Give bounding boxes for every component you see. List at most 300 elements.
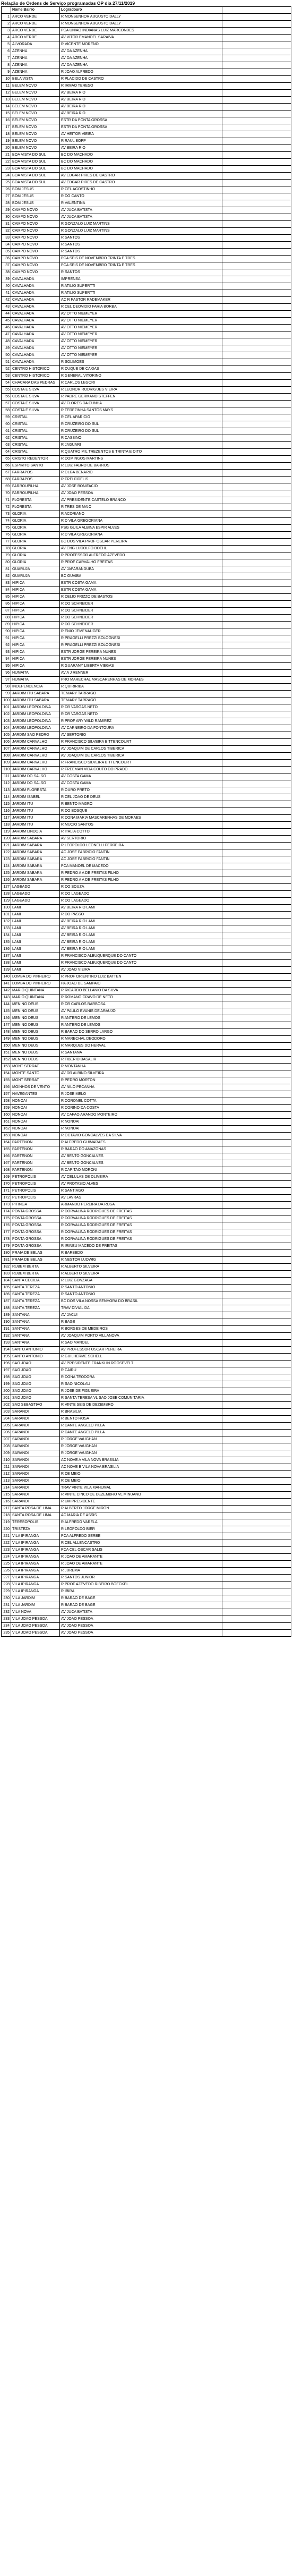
row-number (222, 1312, 291, 1319)
row-street: R ALBERTO SILVEIRA (60, 1264, 222, 1271)
row-street: TRAV VINTE VILA MAHUMAL (60, 1485, 222, 1492)
row-number (222, 1526, 291, 1533)
row-index: 221 (2, 1533, 11, 1540)
table-row (2, 767, 291, 773)
table-row (2, 1278, 291, 1285)
row-neighborhood: NONOAI (11, 1126, 60, 1133)
row-neighborhood: JARDIM CARVALHO (11, 753, 60, 760)
row-index: 65 (2, 456, 11, 463)
row-index: 120 (2, 836, 11, 843)
row-number (222, 725, 291, 732)
row-number (222, 1582, 291, 1588)
table-row (2, 325, 291, 331)
table-row (2, 421, 291, 428)
table-row (2, 511, 291, 518)
row-index: 63 (2, 442, 11, 449)
row-number (222, 1630, 291, 1637)
row-street: R DONA TEODORA (60, 1374, 222, 1381)
row-index: 36 (2, 256, 11, 262)
row-street: R UM PRESIDENTE (60, 1499, 222, 1506)
table-row (2, 573, 291, 580)
row-neighborhood: CRISTAL (11, 414, 60, 421)
table-row (2, 642, 291, 649)
row-neighborhood: CAVALHADA (11, 283, 60, 290)
table-row (2, 815, 291, 822)
row-street: R DO PASSO (60, 912, 222, 919)
row-index: 2 (2, 21, 11, 28)
row-number (222, 117, 291, 124)
table-row (2, 932, 291, 939)
row-index: 112 (2, 780, 11, 787)
row-neighborhood: SANTANA (11, 1312, 60, 1319)
row-index: 80 (2, 559, 11, 566)
row-index: 204 (2, 1416, 11, 1423)
row-neighborhood: CAVALHADA (11, 318, 60, 325)
row-neighborhood: JARDIM LEOPOLDINA (11, 718, 60, 725)
table-row (2, 366, 291, 373)
row-number (222, 186, 291, 193)
table-row (2, 318, 291, 325)
row-index: 200 (2, 1388, 11, 1395)
row-street: R DR VARGAS NETO (60, 711, 222, 718)
table-row (2, 1374, 291, 1381)
row-index: 70 (2, 490, 11, 497)
row-number (222, 1236, 291, 1243)
row-index: 106 (2, 739, 11, 746)
row-number (222, 104, 291, 110)
row-index: 117 (2, 815, 11, 822)
row-street: R SANTOS (60, 269, 222, 276)
row-index: 130 (2, 905, 11, 912)
row-number (222, 1126, 291, 1133)
row-neighborhood: MONT SERRAT (11, 1077, 60, 1084)
row-index: 76 (2, 532, 11, 539)
row-number (222, 1140, 291, 1146)
table-row (2, 138, 291, 145)
table-row (2, 1188, 291, 1195)
table-row (2, 808, 291, 815)
row-neighborhood: LAMI (11, 946, 60, 953)
row-number (222, 1436, 291, 1443)
row-street: BC DO MACHADO (60, 166, 222, 173)
row-index: 105 (2, 732, 11, 739)
row-index: 134 (2, 932, 11, 939)
row-number (222, 76, 291, 83)
table-row (2, 856, 291, 863)
table-row (2, 345, 291, 352)
row-neighborhood: MENINO DEUS (11, 1029, 60, 1036)
row-street: R PROF AZEVEDO RIBEIRO BOECKEL (60, 1582, 222, 1588)
table-row (2, 200, 291, 207)
row-street: R DO LAGEADO (60, 898, 222, 905)
row-street: R ANTERO DE LEMOS (60, 1022, 222, 1029)
row-street: AV PRESIDENTE CASTELO BRANCO (60, 497, 222, 504)
row-neighborhood: SARANDI (11, 1423, 60, 1430)
row-number (222, 90, 291, 97)
row-neighborhood: MENINO DEUS (11, 1015, 60, 1022)
row-number (222, 407, 291, 414)
row-index: 4 (2, 35, 11, 41)
row-number (222, 235, 291, 242)
table-row (2, 470, 291, 477)
row-neighborhood: INDEPENDENCIA (11, 684, 60, 691)
row-number (222, 470, 291, 477)
row-number (222, 856, 291, 863)
row-index: 85 (2, 594, 11, 601)
row-neighborhood: PONTA GROSSA (11, 1222, 60, 1229)
row-index: 210 (2, 1457, 11, 1464)
table-row (2, 1057, 291, 1064)
row-street: R VALENTINA (60, 200, 222, 207)
row-neighborhood: LAMI (11, 939, 60, 946)
row-street: AC NOVE B VILA NOVA BRASILIA (60, 1464, 222, 1471)
row-neighborhood: PETROPOLIS (11, 1195, 60, 1202)
row-neighborhood: COSTA E SILVA (11, 387, 60, 394)
row-neighborhood: CAVALHADA (11, 276, 60, 283)
row-neighborhood: CAVALHADA (11, 331, 60, 338)
row-index: 141 (2, 981, 11, 988)
row-number (222, 1547, 291, 1554)
row-number (222, 953, 291, 960)
row-neighborhood: CAVALHADA (11, 359, 60, 366)
table-row (2, 1354, 291, 1361)
row-street: R CEL APARICIO (60, 414, 222, 421)
row-neighborhood: COSTA E SILVA (11, 407, 60, 414)
row-number (222, 276, 291, 283)
row-street: AC NOVE A VILA NOVA BRASILIA (60, 1457, 222, 1464)
row-neighborhood: SANTANA (11, 1340, 60, 1347)
table-row (2, 504, 291, 511)
row-street: AC MARIA DE ASSIS (60, 1512, 222, 1519)
row-index: 25 (2, 180, 11, 186)
row-street: R PEDRO MORTON (60, 1077, 222, 1084)
table-row (2, 677, 291, 684)
row-street: R OCTAVIO GONCALVES DA SILVA (60, 1133, 222, 1140)
row-index: 219 (2, 1519, 11, 1526)
row-index: 156 (2, 1084, 11, 1091)
row-number (222, 1588, 291, 1595)
row-neighborhood: VILA NOVA (11, 1609, 60, 1616)
row-street: R DO LAGEADO (60, 891, 222, 898)
row-index: 16 (2, 117, 11, 124)
row-number (222, 1022, 291, 1029)
table-row (2, 1512, 291, 1519)
row-street: R GONZALO LUIZ MARTINS (60, 221, 222, 228)
row-neighborhood: HIPICA (11, 656, 60, 663)
row-neighborhood: SAO JOAO (11, 1395, 60, 1402)
row-street: BC GUAIBA (60, 573, 222, 580)
table-row (2, 1361, 291, 1367)
table-row (2, 304, 291, 311)
row-number (222, 635, 291, 642)
table-row (2, 331, 291, 338)
table-row (2, 1229, 291, 1236)
table-row (2, 1347, 291, 1354)
row-neighborhood: ALVORADA (11, 41, 60, 48)
row-number (222, 1540, 291, 1547)
table-row (2, 891, 291, 898)
row-neighborhood: CAVALHADA (11, 345, 60, 352)
row-number (222, 1167, 291, 1174)
row-number (222, 1050, 291, 1057)
row-number (222, 380, 291, 387)
table-row (2, 359, 291, 366)
row-index: 23 (2, 166, 11, 173)
row-number (222, 345, 291, 352)
row-index: 153 (2, 1064, 11, 1070)
row-street: AV JOAO PESSOA (60, 490, 222, 497)
row-number (222, 670, 291, 677)
row-index: 43 (2, 304, 11, 311)
row-number (222, 228, 291, 235)
row-number (222, 932, 291, 939)
row-index: 12 (2, 90, 11, 97)
row-number (222, 1195, 291, 1202)
row-street: R DOMINGOS MARTINS (60, 456, 222, 463)
row-number (222, 387, 291, 394)
table-row (2, 1236, 291, 1243)
row-index: 214 (2, 1485, 11, 1492)
row-street: R ALFREDO VARELA (60, 1519, 222, 1526)
row-index: 101 (2, 704, 11, 711)
row-street: R PROFESSOR ALFREDO AZEVEDO (60, 552, 222, 559)
row-street: R CAIRU (60, 1367, 222, 1374)
row-index: 125 (2, 870, 11, 877)
row-number (222, 1575, 291, 1582)
row-street: R FRANCISCO SILVEIRA BITTENCOURT (60, 739, 222, 746)
row-neighborhood: JARDIM SABARA (11, 856, 60, 863)
row-neighborhood: JARDIM CARVALHO (11, 739, 60, 746)
row-number (222, 1188, 291, 1195)
table-row (2, 898, 291, 905)
row-neighborhood: CAVALHADA (11, 297, 60, 304)
row-neighborhood: LAMI (11, 960, 60, 967)
row-number (222, 905, 291, 912)
row-index: 18 (2, 131, 11, 138)
row-neighborhood: JARDIM ITU (11, 815, 60, 822)
row-neighborhood: HIPICA (11, 622, 60, 628)
row-index: 143 (2, 994, 11, 1001)
row-index: 142 (2, 988, 11, 994)
row-number (222, 780, 291, 787)
row-street: R PRAGELLI PREZZI BOLOGNESI (60, 635, 222, 642)
row-number (222, 421, 291, 428)
service-orders-table (1, 6, 291, 1637)
row-number (222, 283, 291, 290)
row-number (222, 1243, 291, 1250)
table-row (2, 1340, 291, 1347)
row-index: 88 (2, 615, 11, 622)
table-row (2, 1022, 291, 1029)
row-street: R CEL ALLENCASTRO (60, 1540, 222, 1547)
table-row (2, 1430, 291, 1436)
row-street: R PRAGELLI PREZZI BOLOGNESI (60, 642, 222, 649)
row-index: 225 (2, 1561, 11, 1568)
row-number (222, 1264, 291, 1271)
row-street: AV COSTA GAMA (60, 773, 222, 780)
row-neighborhood: TERESOPOLIS (11, 1519, 60, 1526)
row-street: PCA ALFREDO SERBE (60, 1533, 222, 1540)
row-street: R ATILIO SUPERTTI (60, 290, 222, 297)
row-number (222, 1084, 291, 1091)
row-neighborhood: PETROPOLIS (11, 1181, 60, 1188)
row-index: 14 (2, 104, 11, 110)
row-street: PRO MARECHAL MASCARENHAS DE MORAES (60, 677, 222, 684)
row-index: 90 (2, 628, 11, 635)
table-row (2, 1464, 291, 1471)
row-neighborhood: SAO JOAO (11, 1381, 60, 1388)
table-row (2, 180, 291, 186)
row-neighborhood: ARCO VERDE (11, 35, 60, 41)
row-street: AV BEIRA RIO (60, 97, 222, 104)
row-number (222, 753, 291, 760)
row-street: BC DO MACHADO (60, 159, 222, 166)
table-row (2, 1602, 291, 1609)
row-index: 178 (2, 1236, 11, 1243)
row-street: R IRINEU MACEDO DE FREITAS (60, 1243, 222, 1250)
row-neighborhood: SAO SEBASTIAO (11, 1402, 60, 1409)
row-street: R BENTO MAGRO (60, 801, 222, 808)
row-number (222, 615, 291, 622)
row-neighborhood: HUMAITA (11, 677, 60, 684)
row-index: 159 (2, 1105, 11, 1112)
table-row (2, 698, 291, 704)
row-number (222, 1499, 291, 1506)
row-street: AV JUCA BATISTA (60, 214, 222, 221)
row-index: 205 (2, 1423, 11, 1430)
row-index: 192 (2, 1333, 11, 1340)
table-row (2, 1029, 291, 1036)
row-number (222, 1326, 291, 1333)
row-index: 27 (2, 193, 11, 200)
row-street: R JOAO ALFREDO (60, 69, 222, 76)
row-number (222, 815, 291, 822)
table-row (2, 580, 291, 587)
table-row (2, 608, 291, 615)
table-row (2, 1409, 291, 1416)
row-neighborhood: JARDIM SABARA (11, 863, 60, 870)
row-street: AV JOSE BONIFACIO (60, 483, 222, 490)
table-row (2, 1126, 291, 1133)
row-neighborhood: MENINO DEUS (11, 1008, 60, 1015)
row-number (222, 373, 291, 380)
row-number (222, 1506, 291, 1512)
row-street: R DO SOUZA (60, 884, 222, 891)
table-row (2, 939, 291, 946)
table-row (2, 1533, 291, 1540)
table-row (2, 110, 291, 117)
row-number (222, 891, 291, 898)
table-row (2, 1105, 291, 1112)
row-number (222, 1008, 291, 1015)
row-neighborhood: SARANDI (11, 1450, 60, 1457)
row-index: 165 (2, 1146, 11, 1153)
row-neighborhood: SANTA TEREZA (11, 1285, 60, 1291)
table-row (2, 373, 291, 380)
row-street: R JAGUARI (60, 442, 222, 449)
row-index: 148 (2, 1029, 11, 1036)
row-neighborhood: BELEM NOVO (11, 131, 60, 138)
table-row (2, 1326, 291, 1333)
row-neighborhood: GLORIA (11, 532, 60, 539)
row-neighborhood: GUARUJA (11, 573, 60, 580)
row-index: 230 (2, 1595, 11, 1602)
row-index: 215 (2, 1492, 11, 1499)
header-index (2, 7, 11, 14)
row-neighborhood: GLORIA (11, 518, 60, 525)
row-neighborhood: LAMI (11, 967, 60, 974)
row-index: 226 (2, 1568, 11, 1575)
row-street: R DELIO FRIZZO DE BASTOS (60, 594, 222, 601)
row-index: 107 (2, 746, 11, 753)
row-number (222, 656, 291, 663)
row-index: 59 (2, 414, 11, 421)
row-street: R BARAO DE BAGE (60, 1602, 222, 1609)
row-street: AV FLORES DA CUNHA (60, 401, 222, 407)
row-neighborhood: CAMPO NOVO (11, 269, 60, 276)
row-street: R SANTIAGO (60, 1188, 222, 1195)
row-street: R SANTA TERESA VL SAO JOSE COMUNITARIA (60, 1395, 222, 1402)
row-neighborhood: SARANDI (11, 1464, 60, 1471)
row-street: AV VITOR EMANOEL SARAIVA (60, 35, 222, 41)
row-index: 3 (2, 28, 11, 35)
row-index: 138 (2, 960, 11, 967)
row-index: 95 (2, 663, 11, 670)
row-street: AV COSTA GAMA (60, 780, 222, 787)
row-index: 115 (2, 801, 11, 808)
row-number (222, 1609, 291, 1616)
row-neighborhood: SANTA TEREZA (11, 1291, 60, 1298)
row-number (222, 1319, 291, 1326)
row-neighborhood: HUMAITA (11, 670, 60, 677)
table-row (2, 711, 291, 718)
row-number (222, 518, 291, 525)
row-street: AV JOAO PESSOA (60, 1630, 222, 1637)
row-index: 227 (2, 1575, 11, 1582)
row-number (222, 1153, 291, 1160)
table-row (2, 1485, 291, 1492)
row-neighborhood: MENINO DEUS (11, 1022, 60, 1029)
table-row (2, 352, 291, 359)
row-number (222, 477, 291, 483)
row-number (222, 166, 291, 173)
row-neighborhood: PONTA GROSSA (11, 1209, 60, 1215)
table-row (2, 684, 291, 691)
row-index: 176 (2, 1222, 11, 1229)
row-number (222, 131, 291, 138)
row-index: 150 (2, 1043, 11, 1050)
row-index: 209 (2, 1450, 11, 1457)
row-neighborhood: SANTA TEREZA (11, 1305, 60, 1312)
row-neighborhood: SANTO ANTONIO (11, 1347, 60, 1354)
row-street: R RAUL BOPP (60, 138, 222, 145)
row-number (222, 946, 291, 953)
row-street: R D VILA GREGORIANA (60, 518, 222, 525)
row-street: ESTR DA PONTA GROSSA (60, 117, 222, 124)
row-neighborhood: LAGEADO (11, 884, 60, 891)
row-neighborhood: JARDIM SABARA (11, 849, 60, 856)
row-number (222, 863, 291, 870)
row-neighborhood: CRISTAL (11, 435, 60, 442)
row-neighborhood: JARDIM ITU (11, 808, 60, 815)
table-row (2, 1043, 291, 1050)
row-neighborhood: PARTENON (11, 1140, 60, 1146)
row-number (222, 394, 291, 401)
row-neighborhood: SANTA ROSA DE LIMA (11, 1512, 60, 1519)
table-row (2, 1609, 291, 1616)
row-street: AV OTTO NIEMEYER (60, 338, 222, 345)
row-index: 114 (2, 794, 11, 801)
